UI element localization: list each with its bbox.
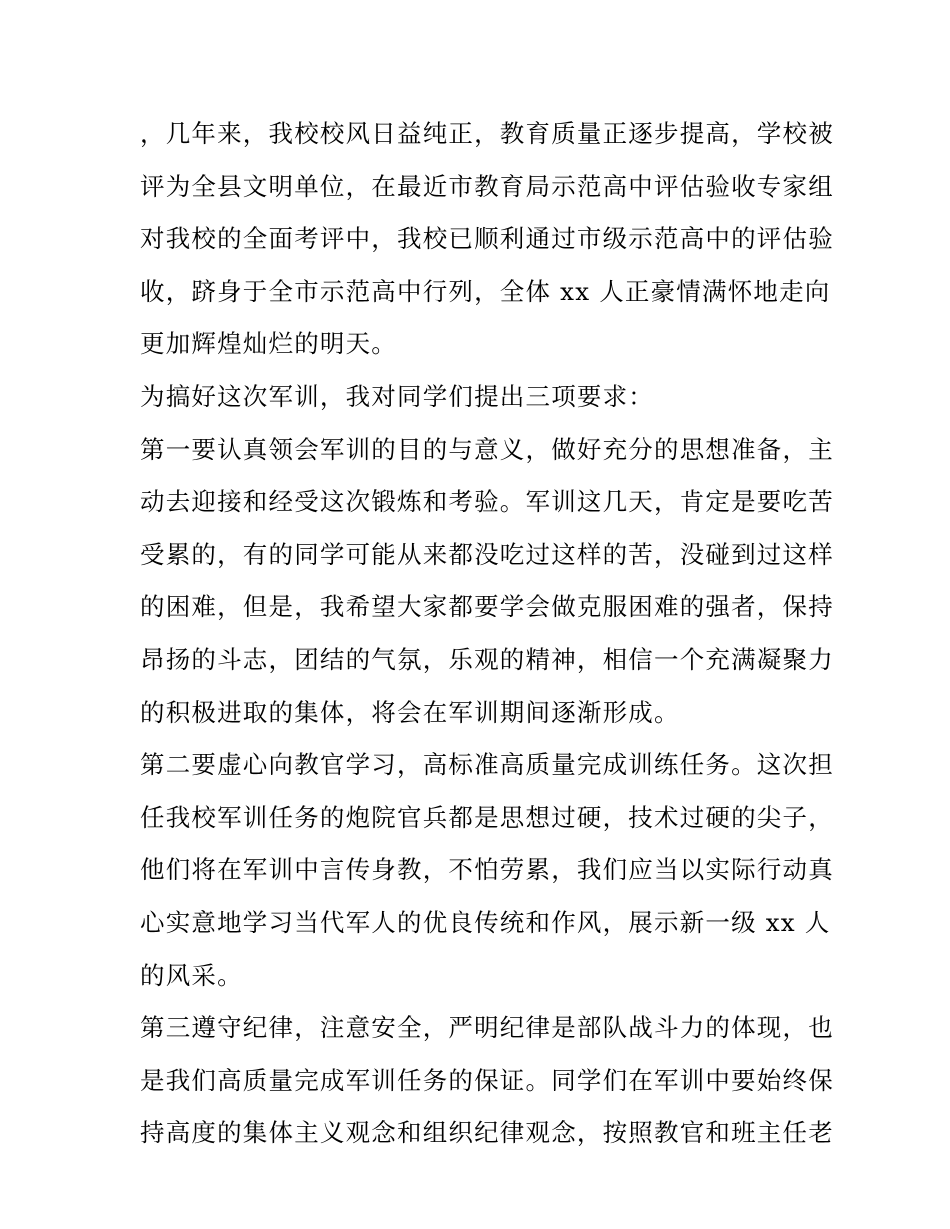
text-line: 第三遵守纪律，注意安全，严明纪律是部队战斗力的体现，也: [140, 1013, 834, 1043]
text-line: 受累的，有的同学可能从来都没吃过这样的苦，没碰到过这样: [140, 539, 834, 569]
text-line: 任我校军训任务的炮院官兵都是思想过硬，技术过硬的尖子，: [140, 802, 834, 832]
text-line: 心实意地学习当代军人的优良传统和作风，展示新一级 xx 人: [140, 907, 831, 937]
text-line: 持高度的集体主义观念和组织纪律观念，按照教官和班主任老: [140, 1118, 834, 1148]
text-line: 收，跻身于全市示范高中行列，全体 xx 人正豪情满怀地走向: [140, 276, 831, 306]
text-line: 为搞好这次军训，我对同学们提出三项要求：: [140, 381, 654, 411]
text-line: 对我校的全面考评中，我校已顺利通过市级示范高中的评估验: [140, 224, 834, 254]
text-line: 评为全县文明单位，在最近市教育局示范高中评估验收专家组: [140, 171, 834, 201]
text-line: 第一要认真领会军训的目的与意义，做好充分的思想准备，主: [140, 434, 834, 464]
text-line: 的风采。: [140, 960, 243, 990]
body-text: [140, 108, 834, 1160]
text-line: 他们将在军训中言传身教，不怕劳累，我们应当以实际行动真: [140, 855, 834, 885]
text-line: 是我们高质量完成军训任务的保证。同学们在军训中要始终保: [140, 1065, 834, 1095]
text-line: ，几年来，我校校风日益纯正，教育质量正逐步提高，学校被: [140, 119, 834, 148]
text-line: 昂扬的斗志，团结的气氛，乐观的精神，相信一个充满凝聚力: [140, 644, 834, 674]
text-line: 的积极进取的集体，将会在军训期间逐渐形成。: [140, 697, 680, 727]
text-line: 的困难，但是，我希望大家都要学会做克服困难的强者，保持: [140, 592, 834, 622]
text-line: 第二要虚心向教官学习，高标准高质量完成训练任务。这次担: [140, 750, 834, 780]
text-line: 动去迎接和经受这次锻炼和考验。军训这几天，肯定是要吃苦: [140, 487, 834, 517]
text-line: 更加辉煌灿烂的明天。: [140, 329, 397, 359]
